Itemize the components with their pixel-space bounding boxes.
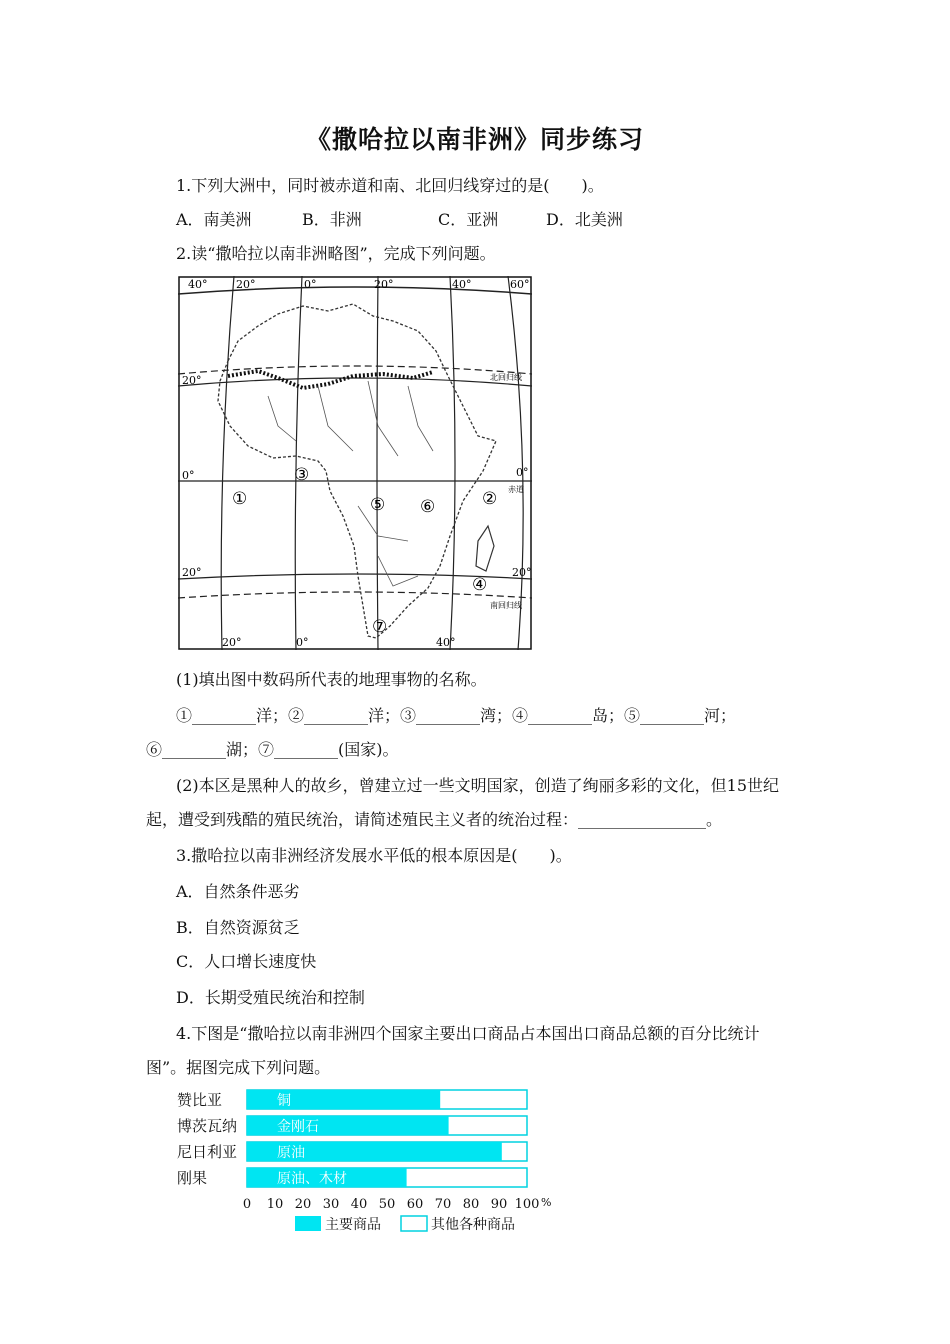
q1-option-c: C．亚洲 — [438, 210, 499, 229]
x-tick-label: 90 — [490, 1197, 508, 1212]
x-tick-label: 20 — [294, 1197, 312, 1212]
map-lon-label: 20° — [236, 278, 256, 291]
x-tick-label: 40 — [350, 1197, 368, 1212]
map-marker-1: ① — [232, 489, 248, 509]
q3-option-a: A．自然条件恶劣 — [176, 882, 300, 901]
legend-label-other: 其他各种商品 — [431, 1217, 515, 1233]
map-lon-label: 60° — [510, 278, 530, 291]
category-label: 刚果 — [177, 1169, 208, 1187]
q2-sub2-line2: 起，遭受到残酷的殖民统治，请简述殖民主义者的统治过程：________________。 — [146, 810, 723, 829]
map-lon-label: 0° — [304, 278, 317, 291]
q3-stem: 3.撒哈拉以南非洲经济发展水平低的根本原因是( )。 — [176, 846, 572, 865]
map-lon-label: 40° — [452, 278, 472, 291]
tropic-of-cancer-label: 北回归线 — [490, 373, 522, 382]
export-bar-chart — [165, 1085, 585, 1235]
bar-label: 金刚石 — [277, 1119, 319, 1135]
x-tick-label: 60 — [406, 1197, 424, 1212]
x-tick-label: 100 — [514, 1197, 540, 1212]
map-marker-4: ④ — [472, 575, 488, 595]
q2-sub2-line1: (2)本区是黑种人的故乡，曾建立过一些文明国家，创造了绚丽多彩的文化，但15世纪 — [176, 776, 780, 795]
category-label: 赞比亚 — [177, 1091, 223, 1109]
q3-option-c: C．人口增长速度快 — [176, 952, 317, 971]
bar-main — [247, 1090, 440, 1109]
q2-fill-line1: ①________洋；②________洋；③________湾；④________岛；⑤________河； — [176, 706, 737, 725]
map-lon-label: 40° — [188, 278, 208, 291]
legend-label-main: 主要商品 — [325, 1217, 381, 1233]
page-title: 《撒哈拉以南非洲》同步练习 — [305, 125, 644, 154]
bar-label: 铜 — [277, 1093, 291, 1109]
map-marker-7: ⑦ — [372, 617, 388, 637]
q2-stem: 2.读“撒哈拉以南非洲略图”，完成下列问题。 — [176, 244, 496, 263]
equator-label: 赤道 — [508, 485, 524, 494]
q2-fill-line2: ⑥________湖；⑦________(国家)。 — [146, 740, 399, 759]
tropic-of-capricorn-label: 南回归线 — [490, 601, 522, 610]
map-lon-label: 40° — [436, 636, 456, 649]
map-marker-5: ⑤ — [370, 495, 386, 515]
x-tick-label: 30 — [322, 1197, 340, 1212]
q2-sub1: (1)填出图中数码所代表的地理事物的名称。 — [176, 670, 487, 689]
bar-label: 原油 — [277, 1145, 305, 1161]
x-tick-label: 0 — [242, 1197, 252, 1212]
q3-option-b: B．自然资源贫乏 — [176, 918, 300, 937]
q3-option-d: D．长期受殖民统治和控制 — [176, 988, 365, 1007]
map-lon-label: 20° — [374, 278, 394, 291]
map-lon-label: 0° — [296, 636, 309, 649]
x-tick-label: 80 — [462, 1197, 480, 1212]
map-lat-label: 20° — [182, 566, 202, 579]
map-lat-label: 0° — [182, 469, 195, 482]
x-tick-label: 70 — [434, 1197, 452, 1212]
map-marker-3: ③ — [294, 465, 310, 485]
map-lat-label: 20° — [182, 374, 202, 387]
africa-map — [178, 276, 532, 650]
q1-option-b: B．非洲 — [302, 210, 362, 229]
category-label: 尼日利亚 — [177, 1143, 238, 1161]
q1-option-d: D．北美洲 — [546, 210, 623, 229]
map-lat-label: 20° — [512, 566, 532, 579]
map-marker-2: ② — [482, 489, 498, 509]
bar-label: 原油、木材 — [277, 1171, 347, 1187]
x-tick-label: 50 — [378, 1197, 396, 1212]
q1-stem: 1.下列大洲中，同时被赤道和南、北回归线穿过的是( )。 — [176, 176, 604, 195]
q4-stem-line2: 图”。据图完成下列问题。 — [146, 1058, 331, 1077]
map-marker-6: ⑥ — [420, 497, 436, 517]
x-tick-label: 10 — [266, 1197, 284, 1212]
map-lat-label: 0° — [516, 466, 529, 479]
legend-swatch-main — [295, 1216, 321, 1231]
x-unit-label: % — [541, 1196, 552, 1209]
category-label: 博茨瓦纳 — [177, 1117, 238, 1135]
map-lon-label: 20° — [222, 636, 242, 649]
legend-swatch-other — [401, 1216, 427, 1231]
q4-stem-line1: 4.下图是“撒哈拉以南非洲四个国家主要出口商品占本国出口商品总额的百分比统计 — [176, 1024, 760, 1043]
q1-option-a: A．南美洲 — [176, 210, 252, 229]
